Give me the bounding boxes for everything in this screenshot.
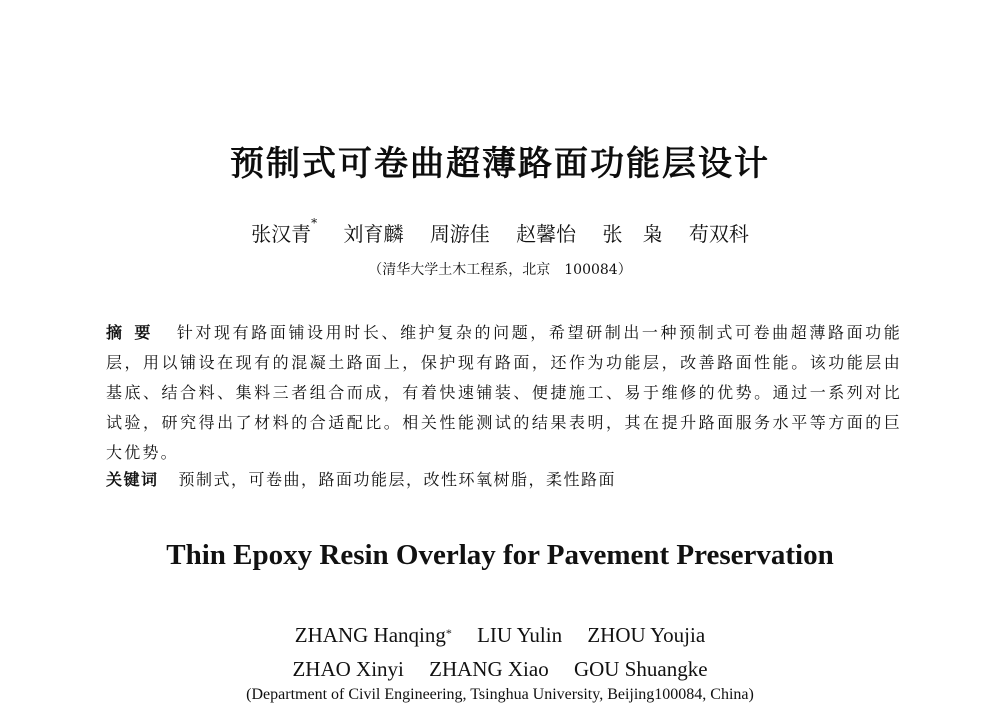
english-author: LIU Yulin <box>477 623 563 647</box>
chinese-author: 苟双科 <box>688 222 749 246</box>
chinese-author: 周游佳 <box>429 222 490 246</box>
abstract-text: 针对现有路面铺设用时长、维护复杂的问题，希望研制出一种预制式可卷曲超薄路面功能层，用以铺设在现有的混凝土路面上，保护现有路面，还作为功能层，改善路面性能。该功能层由基底、结合料、集料三者组合而成，有着快速铺装、便捷施工、易于维修的优势。通过一系列对比试验，研究得出了材料的合适配比。相关性能测试的结果表明，其在提升路面服务水平等方面的巨大优势。 <box>106 323 902 462</box>
english-author-line <box>0 618 1000 652</box>
chinese-affiliation: （清华大学土木工程系，北京 100084） <box>368 262 632 278</box>
english-author-list <box>0 618 1000 686</box>
chinese-author: 张 枭 <box>602 222 663 246</box>
english-affiliation: (Department of Civil Engineering, Tsinghua University, Beijing100084, China) <box>246 686 754 703</box>
english-author: ZHAO Xinyi <box>292 657 404 681</box>
english-title: Thin Epoxy Resin Overlay for Pavement Preservation <box>166 539 834 571</box>
chinese-author: 赵馨怡 <box>516 222 577 246</box>
keywords-label: 关键词 <box>106 470 159 489</box>
chinese-author: 张汉青* <box>251 216 318 246</box>
chinese-abstract <box>106 318 902 468</box>
chinese-keywords <box>106 467 902 493</box>
chinese-author-list <box>0 218 1000 247</box>
english-author: ZHANG Xiao <box>429 657 549 681</box>
chinese-title: 预制式可卷曲超薄路面功能层设计 <box>230 144 770 184</box>
abstract-label: 摘要 <box>106 323 163 342</box>
english-author: GOU Shuangke <box>573 657 708 681</box>
keywords-text: 预制式，可卷曲，路面功能层，改性环氧树脂，柔性路面 <box>178 470 617 489</box>
english-author: ZHANG Hanqing* <box>294 623 452 647</box>
english-author-line <box>0 652 1000 686</box>
english-author: ZHOU Youjia <box>587 623 706 647</box>
chinese-author: 刘育麟 <box>343 222 404 246</box>
